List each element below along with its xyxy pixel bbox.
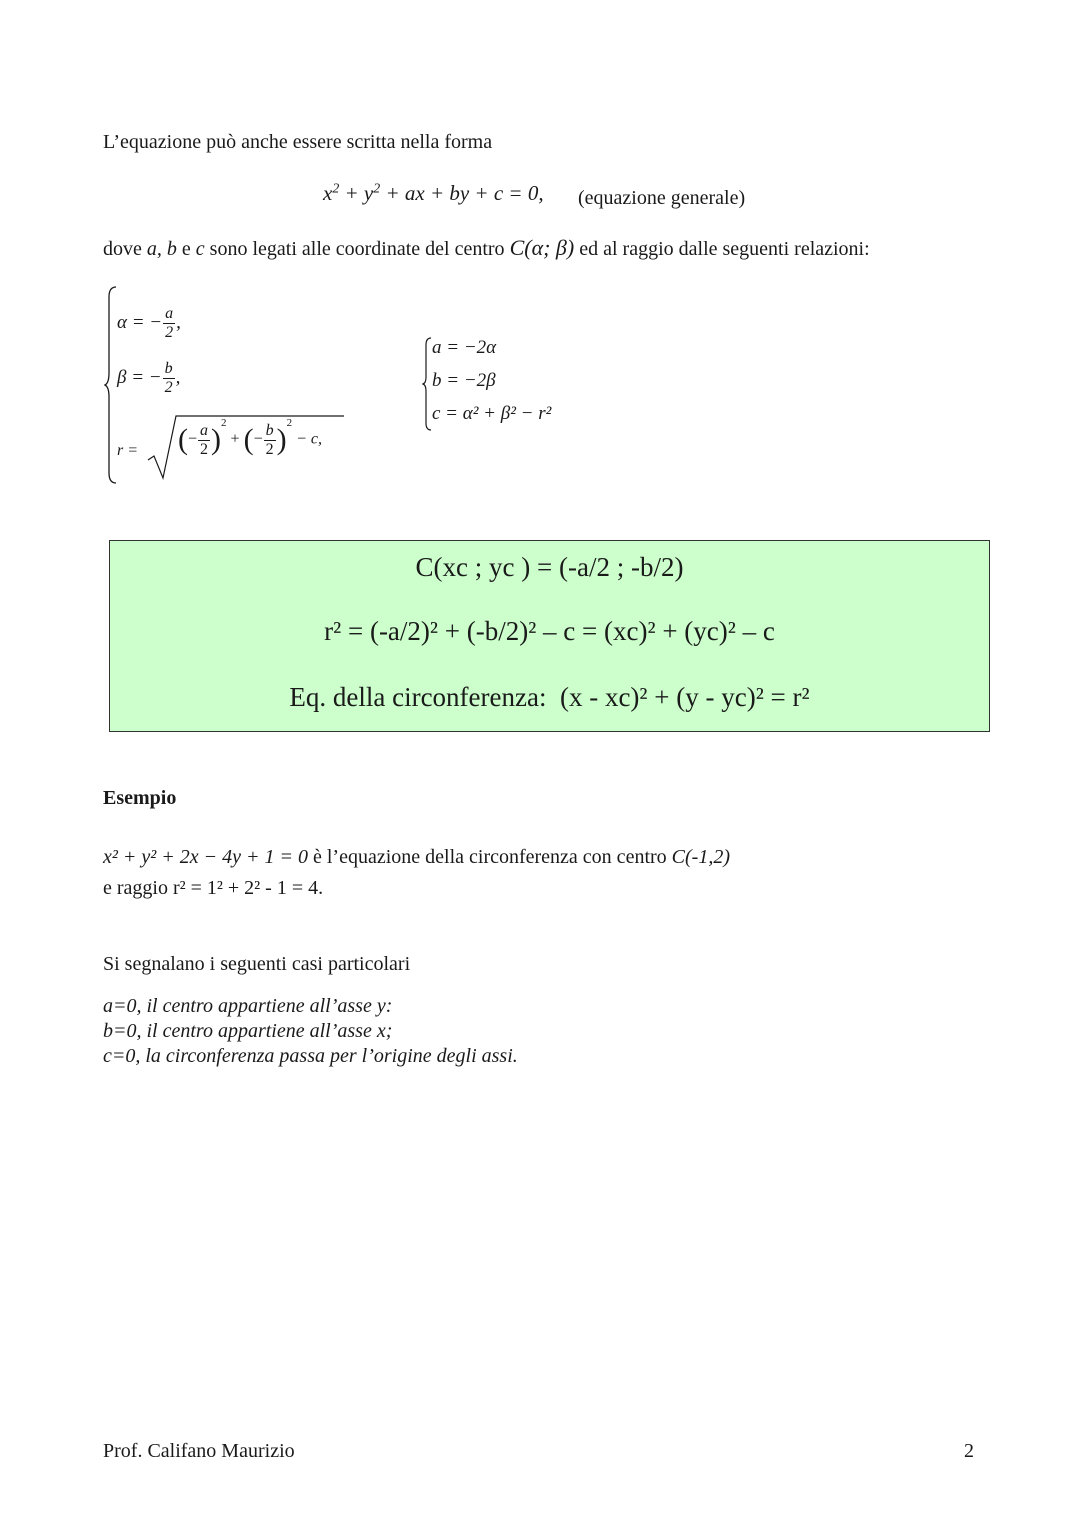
r-equation-lhs: r = bbox=[117, 442, 139, 459]
example-equation: x² + y² + 2x − 4y + 1 = 0 bbox=[103, 846, 308, 868]
radius-formula: r² = (-a/2)² + (-b/2)² – c = (xc)² + (yc)² – c bbox=[324, 616, 775, 646]
special-case-item: b=0, il centro appartiene all’asse x; bbox=[103, 1020, 393, 1042]
example-heading: Esempio bbox=[103, 787, 177, 809]
r-equation-radicand: (− $\frac{a}{2}$ )$^2$ + (− $\frac{b}{2}$ )$^2$ − c, bbox=[178, 417, 322, 458]
right-system-line-2: b = −2β bbox=[432, 370, 496, 391]
example-line-1: x² + y² + 2x − 4y + 1 = 0 è l’equazione della circonferenza con centro C(-1,2) bbox=[103, 846, 730, 868]
right-system-brace bbox=[422, 337, 432, 431]
special-case-item: a=0, il centro appartiene all’asse y: bbox=[103, 995, 393, 1017]
summary-box bbox=[109, 540, 990, 732]
left-system-brace bbox=[104, 285, 118, 485]
right-system-line-3: c = α² + β² − r² bbox=[432, 403, 552, 424]
center-symbol: C(α; β) bbox=[509, 235, 575, 260]
general-equation: $x^2 + y^2$ + ax + by + c = 0, bbox=[323, 180, 544, 205]
special-case-item: c=0, la circonferenza passa per l’origine degli assi. bbox=[103, 1045, 518, 1067]
intro-text: L’equazione può anche essere scritta nella forma bbox=[103, 131, 493, 153]
beta-equation: β = − $\frac{b}{2}$ , bbox=[117, 360, 181, 396]
page-number: 2 bbox=[964, 1440, 974, 1462]
center-formula: C(xc ; yc ) = (-a/2 ; -b/2) bbox=[415, 552, 684, 582]
general-equation-label: (equazione generale) bbox=[578, 187, 746, 209]
alpha-equation: α = − $\frac{a}{2}$ , bbox=[117, 305, 181, 341]
footer-author: Prof. Califano Maurizio bbox=[103, 1440, 295, 1462]
right-system-line-1: a = −2α bbox=[432, 337, 497, 358]
circle-equation: Eq. della circonferenza: (x - xc)² + (y - yc)² = r² bbox=[289, 682, 810, 712]
example-line-2: e raggio r² = 1² + 2² - 1 = 4. bbox=[103, 877, 324, 899]
relations-sentence: dove a, b e c sono legati alle coordinate del centro C(α; β) ed al raggio dalle seguenti relazioni: bbox=[103, 235, 870, 260]
special-cases-heading: Si segnalano i seguenti casi particolari bbox=[103, 953, 411, 975]
